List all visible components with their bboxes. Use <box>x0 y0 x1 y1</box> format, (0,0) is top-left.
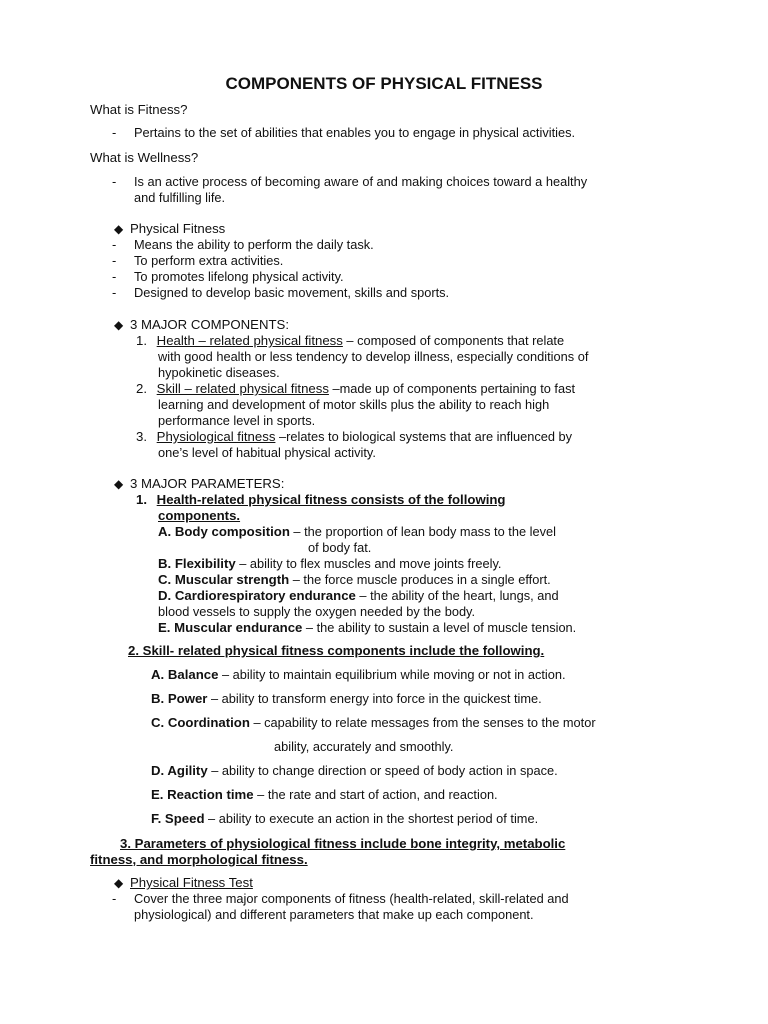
parameter-term: E. Reaction time <box>151 787 254 802</box>
health-parameters-title-cont: components. <box>158 508 241 523</box>
item-number: 2. <box>136 381 147 396</box>
component-item-1 <box>136 333 564 349</box>
health-parameters-heading <box>136 492 505 508</box>
parameter-term: A. Body composition <box>158 524 290 539</box>
list-item-dash: - <box>112 253 117 268</box>
parameter-term: B. Power <box>151 691 208 706</box>
parameter-item <box>151 763 558 779</box>
parameter-desc: – the proportion of lean body mass to the level <box>289 524 556 539</box>
parameter-item <box>151 787 498 803</box>
parameter-term: A. Balance <box>151 667 219 682</box>
physiological-parameters-heading: 3. Parameters of physiological fitness include bone integrity, metabolic <box>120 836 566 851</box>
parameter-item <box>158 572 551 588</box>
parameter-item <box>151 691 542 707</box>
major-parameters-title: 3 MAJOR PARAMETERS: <box>130 476 285 491</box>
component-term: Physiological fitness <box>156 429 276 444</box>
diamond-bullet-icon: ◆ <box>114 318 124 332</box>
parameter-desc: – ability to change direction or speed of body action in space. <box>207 763 558 778</box>
component-desc: –relates to biological systems that are influenced by <box>275 429 573 444</box>
parameter-desc: – the rate and start of action, and reaction. <box>253 787 498 802</box>
diamond-bullet-icon: ◆ <box>114 222 124 236</box>
parameter-desc: – capability to relate messages from the senses to the motor <box>249 715 596 730</box>
parameter-desc: – ability to maintain equilibrium while moving or not in action. <box>218 667 566 682</box>
parameter-desc: – ability to transform energy into force in the quickest time. <box>207 691 542 706</box>
parameter-desc: – ability to flex muscles and move joints freely. <box>235 556 502 571</box>
component-item-3 <box>136 429 572 445</box>
component-desc: – composed of components that relate <box>342 333 565 348</box>
major-parameters-heading <box>114 476 284 492</box>
parameter-desc: – the ability of the heart, lungs, and <box>355 588 559 603</box>
parameter-term: C. Muscular strength <box>158 572 290 587</box>
parameter-term: C. Coordination <box>151 715 250 730</box>
parameter-item <box>158 620 576 636</box>
component-desc-line: one’s level of habitual physical activity. <box>158 445 376 460</box>
parameter-item <box>158 556 501 572</box>
parameter-desc-cont: ability, accurately and smoothly. <box>274 739 454 754</box>
physical-fitness-heading <box>114 221 225 237</box>
component-desc-line: learning and development of motor skills plus the ability to reach high <box>158 397 550 412</box>
list-item: Designed to develop basic movement, skills and sports. <box>134 285 450 300</box>
physical-fitness-title: Physical Fitness <box>130 221 226 236</box>
parameter-term: F. Speed <box>151 811 205 826</box>
wellness-answer-line1: Is an active process of becoming aware of and making choices toward a healthy <box>134 174 588 189</box>
parameter-desc-cont: of body fat. <box>308 540 372 555</box>
component-desc-line: with good health or less tendency to develop illness, especially conditions of <box>158 349 589 364</box>
page-title: COMPONENTS OF PHYSICAL FITNESS <box>225 74 543 93</box>
fitness-test-desc-line2: physiological) and different parameters that make up each component. <box>134 907 534 922</box>
fitness-dash: - <box>112 125 117 140</box>
parameter-item <box>151 667 566 683</box>
component-desc: –made up of components pertaining to fast <box>328 381 576 396</box>
skill-parameters-heading: 2. Skill- related physical fitness components include the following. <box>128 643 545 658</box>
parameter-term: E. Muscular endurance <box>158 620 303 635</box>
list-item: Means the ability to perform the daily task. <box>134 237 374 252</box>
component-desc-line: hypokinetic diseases. <box>158 365 280 380</box>
parameter-item <box>151 715 596 731</box>
fitness-answer: Pertains to the set of abilities that enables you to engage in physical activities. <box>134 125 576 140</box>
fitness-test-dash: - <box>112 891 117 906</box>
component-term: Health – related physical fitness <box>156 333 343 348</box>
parameter-term: D. Agility <box>151 763 208 778</box>
fitness-test-heading <box>114 875 253 891</box>
fitness-test-title: Physical Fitness Test <box>130 875 253 890</box>
item-number: 3. <box>136 429 147 444</box>
health-parameters-title: Health-related physical fitness consists of the following <box>156 492 506 507</box>
item-number: 1. <box>136 333 147 348</box>
diamond-bullet-icon: ◆ <box>114 876 124 890</box>
parameter-desc-cont: blood vessels to supply the oxygen needed by the body. <box>158 604 476 619</box>
fitness-test-desc-line1: Cover the three major components of fitness (health-related, skill-related and <box>134 891 569 906</box>
physiological-parameters-heading-cont: fitness, and morphological fitness. <box>90 852 308 867</box>
parameter-desc: – ability to execute an action in the shortest period of time. <box>204 811 539 826</box>
parameter-item <box>158 524 556 540</box>
component-item-2 <box>136 381 575 397</box>
list-item: To perform extra activities. <box>134 253 284 268</box>
major-components-title: 3 MAJOR COMPONENTS: <box>130 317 289 332</box>
parameter-term: D. Cardiorespiratory endurance <box>158 588 356 603</box>
wellness-answer-line2: and fulfilling life. <box>134 190 226 205</box>
list-item-dash: - <box>112 237 117 252</box>
major-components-heading <box>114 317 289 333</box>
fitness-question: What is Fitness? <box>90 102 188 117</box>
list-item-dash: - <box>112 285 117 300</box>
component-term: Skill – related physical fitness <box>156 381 329 396</box>
wellness-dash: - <box>112 174 117 189</box>
item-number: 1. <box>136 492 147 507</box>
wellness-question: What is Wellness? <box>90 150 199 165</box>
parameter-term: B. Flexibility <box>158 556 236 571</box>
parameter-item <box>158 588 559 604</box>
parameter-item <box>151 811 538 827</box>
diamond-bullet-icon: ◆ <box>114 477 124 491</box>
parameter-desc: – the force muscle produces in a single effort. <box>289 572 551 587</box>
list-item-dash: - <box>112 269 117 284</box>
parameter-desc: – the ability to sustain a level of muscle tension. <box>302 620 577 635</box>
component-desc-line: performance level in sports. <box>158 413 316 428</box>
list-item: To promotes lifelong physical activity. <box>134 269 344 284</box>
